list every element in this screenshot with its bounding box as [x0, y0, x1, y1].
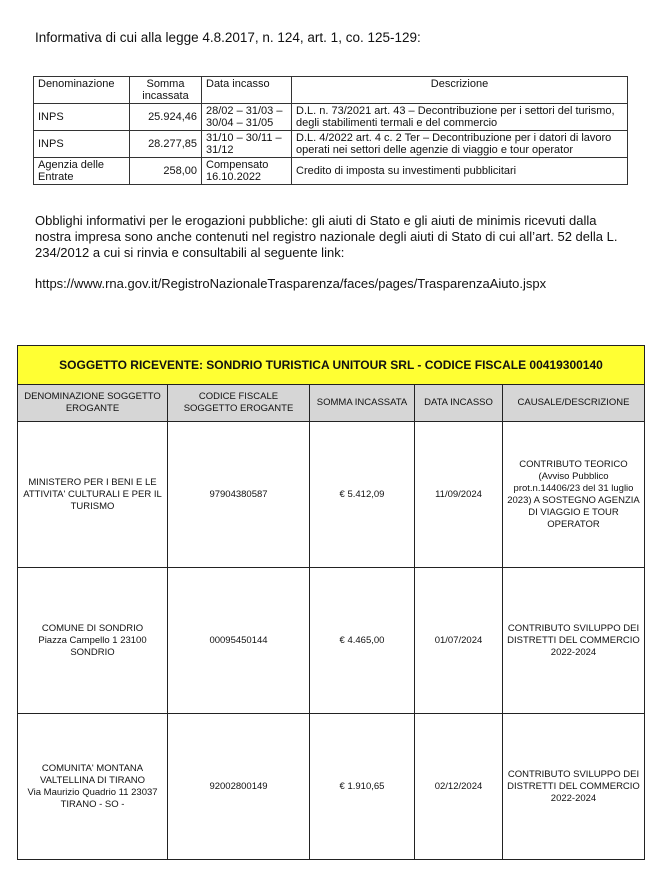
- cell-ente: [18, 422, 168, 568]
- ente-name: COMUNE DI SONDRIO: [41, 622, 144, 634]
- table-row: [18, 714, 645, 860]
- cell-causale: CONTRIBUTO SVILUPPO DEI DISTRETTI DEL COMMERCIO 2022-2024: [503, 568, 645, 714]
- cell-descrizione: Credito di imposta su investimenti pubblicitari: [292, 158, 628, 185]
- col-denominazione: Denominazione: [34, 77, 130, 104]
- recipient-banner: SOGGETTO RICEVENTE: SONDRIO TURISTICA UNITOUR SRL - CODICE FISCALE 00419300140: [18, 346, 645, 385]
- table-row: [34, 104, 628, 131]
- cell-data: 31/10 – 30/11 – 31/12: [202, 131, 292, 158]
- table-header-row: [34, 77, 628, 104]
- recipient-aid-table: [17, 345, 645, 860]
- cell-descrizione: D.L. n. 73/2021 art. 43 – Decontribuzione per i settori del turismo, degli stabilimenti termali e del commercio: [292, 104, 628, 131]
- ente-address: Piazza Campello 1 23100 SONDRIO: [38, 634, 147, 658]
- col-descrizione: Descrizione: [292, 77, 628, 104]
- cell-causale: CONTRIBUTO SVILUPPO DEI DISTRETTI DEL COMMERCIO 2022-2024: [503, 714, 645, 860]
- table-row: [18, 568, 645, 714]
- obligations-paragraph: Obblighi informativi per le erogazioni pubbliche: gli aiuti di Stato e gli aiuti de minimis ricevuti dalla nostra impresa sono anche contenuti nel registro nazionale degli aiuti di Stato di cui all’art. 52 della L. 234/2012 a cui si rinvia e consultabili al seguente link:: [35, 213, 618, 260]
- cell-somma: 258,00: [130, 158, 202, 185]
- cell-somma: € 4.465,00: [310, 568, 415, 714]
- cell-data: 01/07/2024: [415, 568, 503, 714]
- cell-denominazione: INPS: [34, 131, 130, 158]
- ente-name: MINISTERO PER I BENI E LE ATTIVITA' CULTURALI E PER IL TURISMO: [23, 476, 162, 512]
- cell-cf: 92002800149: [168, 714, 310, 860]
- cell-somma: 28.277,85: [130, 131, 202, 158]
- table-row: [18, 422, 645, 568]
- table-header-row: [18, 385, 645, 422]
- ente-address: Via Maurizio Quadrio 11 23037 TIRANO - SO -: [27, 786, 158, 810]
- cell-causale: CONTRIBUTO TEORICO (Avviso Pubblico prot.n.14406/23 del 31 luglio 2023) A SOSTEGNO AGENZIA DI VIAGGIO E TOUR OPERATOR: [503, 422, 645, 568]
- col-cf: CODICE FISCALE SOGGETTO EROGANTE: [168, 385, 310, 422]
- intro-text: Informativa di cui alla legge 4.8.2017, n. 124, art. 1, co. 125-129:: [35, 30, 421, 45]
- cell-denominazione: INPS: [34, 104, 130, 131]
- cell-data: Compensato 16.10.2022: [202, 158, 292, 185]
- cell-data: 11/09/2024: [415, 422, 503, 568]
- cell-cf: 97904380587: [168, 422, 310, 568]
- cell-data: 02/12/2024: [415, 714, 503, 860]
- table-row: [34, 131, 628, 158]
- recipient-banner-row: [18, 346, 645, 385]
- cell-cf: 00095450144: [168, 568, 310, 714]
- rna-link[interactable]: https://www.rna.gov.it/RegistroNazionaleTrasparenza/faces/pages/TrasparenzaAiuto.jspx: [35, 276, 547, 291]
- col-somma: SOMMA INCASSATA: [310, 385, 415, 422]
- cell-ente: [18, 568, 168, 714]
- col-data: Data incasso: [202, 77, 292, 104]
- col-ente: DENOMINAZIONE SOGGETTO EROGANTE: [18, 385, 168, 422]
- cell-descrizione: D.L. 4/2022 art. 4 c. 2 Ter – Decontribuzione per i datori di lavoro operati nei settori delle agenzie di viaggio e tour operator: [292, 131, 628, 158]
- cell-somma: € 5.412,09: [310, 422, 415, 568]
- col-causale: CAUSALE/DESCRIZIONE: [503, 385, 645, 422]
- cell-data: 28/02 – 31/03 – 30/04 – 31/05: [202, 104, 292, 131]
- col-data: DATA INCASSO: [415, 385, 503, 422]
- ente-name: COMUNITA' MONTANA VALTELLINA DI TIRANO: [39, 762, 146, 786]
- table-row: [34, 158, 628, 185]
- cell-ente: [18, 714, 168, 860]
- cell-somma: 25.924,46: [130, 104, 202, 131]
- col-somma: Somma incassata: [130, 77, 202, 104]
- aid-summary-table: [33, 76, 628, 185]
- cell-somma: € 1.910,65: [310, 714, 415, 860]
- cell-denominazione: Agenzia delle Entrate: [34, 158, 130, 185]
